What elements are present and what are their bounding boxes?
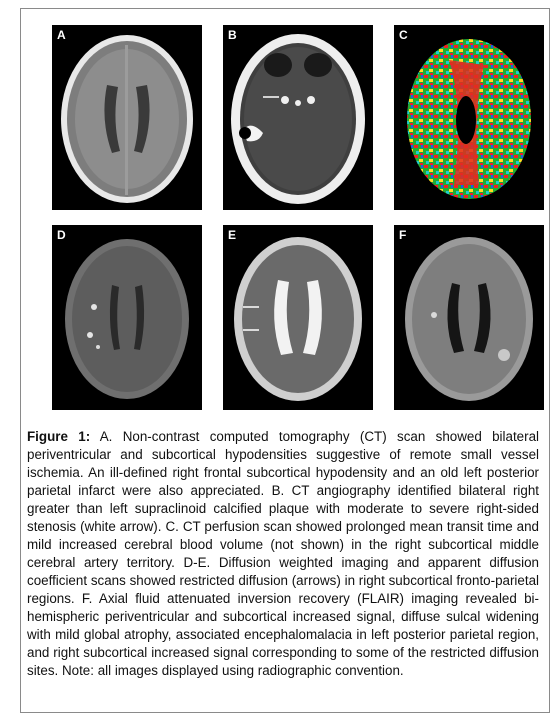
caption-label: Figure 1:	[27, 429, 91, 445]
caption-text: A. Non-contrast computed tomography (CT) scan showed bilateral periventricular and subcortical hypodensities suggestive of remote small vessel ischemia. An ill-defined right frontal subcortical hypodensity and an old left posterior parietal infarct were also appreciated. B. CT angiography identified bilateral right greater than left supraclinoid calcified plaque with moderate to severe right-sided stenosis (white arrow). C. CT perfusion scan showed prolonged mean transit time and mild increased cerebral blood volume (not shown) in the right subcortical middle cerebral artery territory. D-E. Diffusion weighted imaging and apparent diffusion coefficient scans showed restricted diffusion (arrows) in right subcortical fronto-parietal regions. F. Axial fluid attenuated inversion recovery (FLAIR) imaging revealed bi-hemispheric periventricular and subcortical increased signal, diffuse sulcal widening with mild global atrophy, associated encephalomalacia in left posterior parietal region, and right subcortical increased signal corresponding to some of the restricted diffusion sites. Note: all images displayed using radiographic convention.	[27, 429, 539, 679]
flair-brain-image	[394, 225, 544, 410]
panel-label: E	[228, 228, 237, 242]
panel-label: D	[57, 228, 66, 242]
panel-label: C	[399, 28, 408, 42]
panel-b-cta-image	[223, 25, 373, 210]
dwi-brain-image	[52, 225, 202, 410]
panel-d-dwi-image	[52, 225, 202, 410]
panel-f-flair-image	[394, 225, 544, 410]
panel-e-adc-image	[223, 225, 373, 410]
panel-label: F	[399, 228, 407, 242]
panel-label: A	[57, 28, 66, 42]
panel-label: B	[228, 28, 237, 42]
panel-a-ct-image	[52, 25, 202, 210]
adc-brain-image	[223, 225, 373, 410]
cta-brain-image	[223, 25, 373, 210]
panel-c-ct-perfusion-map	[394, 25, 544, 210]
ct-brain-image	[52, 25, 202, 210]
figure-caption	[27, 428, 539, 680]
perfusion-color-map	[394, 25, 544, 210]
